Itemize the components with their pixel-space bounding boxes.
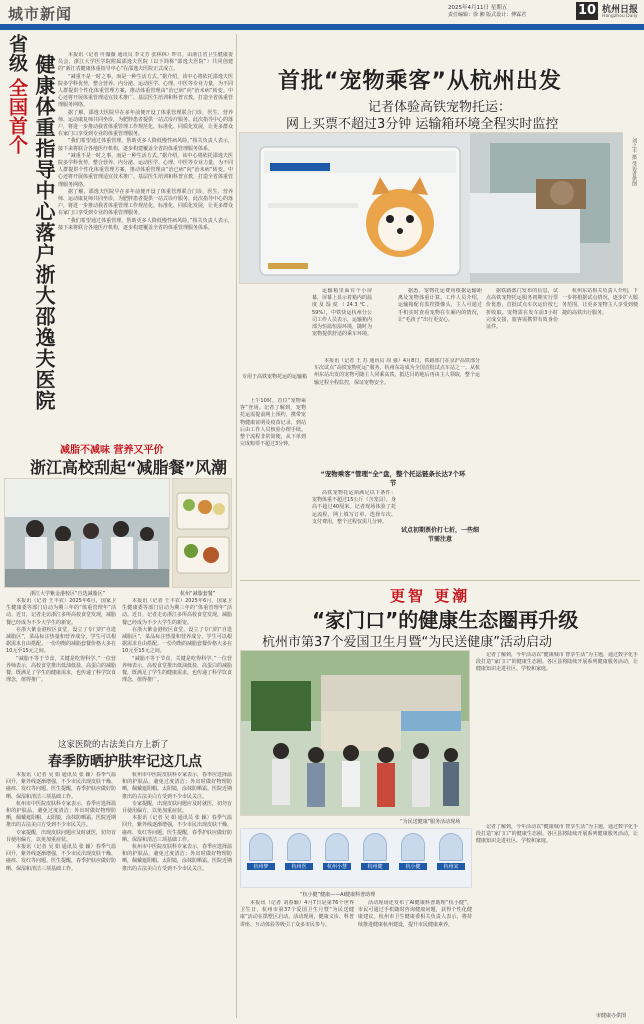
avatar-name: 杭州医	[285, 863, 313, 870]
ai-photo-caption: “为民送健康”服务活动现场	[400, 819, 461, 825]
pet-col-2: 上午10时，首位“宠物乘客”登场。记者了解到，宠物托运需提前网上预约，携带宠物健康证明及疫苗记录，到站后由工作人员核验办理手续。整个流程非常简便，从下单到完成购票不超过3分钟。	[240, 398, 306, 448]
avatar-name: 杭州小慧	[323, 863, 351, 870]
header-rule	[0, 24, 644, 30]
fat-story-photo-right	[172, 478, 232, 588]
fat-story-para-2: 在浙大紫金港校区食堂，设立了专门的“自选减脂区”，菜品标注热量和营养成分，学生可以根据需求自由搭配。一份均衡的减脂套餐价格大多在10元至15元之间。	[6, 626, 117, 655]
fat-story-para-1b: 本报讯（记者 王丰农）2025年6月，国家卫生健康委等部门启动为期三年的“体重管理年”活动。近日，记者走访浙江多所高校食堂发现，减脂餐已经成为不少大学生的新宠。	[122, 598, 232, 626]
fat-story-para-1: 本报讯（记者 王丰农）2025年6月，国家卫生健康委等部门启动为期三年的“体重管理年”活动。近日，记者走访浙江多所高校食堂发现，减脂餐已经成为不少大学生的新宠。	[6, 598, 117, 626]
skin-story-para-2: 杭州市中医院皮肤科专家表示，春季应选择温和的护肤品，避免过度清洁；外出时做好物理防晒，佩戴遮阳帽、太阳镜，涂抹防晒霜。医院近期推出的古法美白方受到不少市民关注。	[6, 800, 117, 829]
kicker-provincial: 省级	[6, 34, 28, 72]
header-date: 2025年4月11日 星期五	[448, 5, 508, 11]
fat-story-para-3b: “减脂不等于节食，关键是吃得科学。”一位营养师表示，高校食堂推出低油低盐、高蛋白的减脂餐，既满足了学生的健康需求，也传递了科学饮食理念，值得推广。	[122, 655, 232, 684]
pet-col-4: 据悉，宠物托运费用根据运输距离及宠物体重计算。工作人员介绍，运输箱配有监控摄像头，主人可通过手机实时查看宠物在车厢内的情况，让“毛孩子”出行更安心。	[398, 288, 482, 323]
meal-photo	[173, 479, 232, 588]
fat-photo-caption-left: 浙江大学紫金港校区“自选减脂区”	[30, 591, 106, 597]
avatar	[361, 833, 389, 870]
avatar-name: 杭州健	[361, 863, 389, 870]
avatar-name: 杭州梦	[247, 863, 275, 870]
skin-story-kicker: 这家医院的古法美白方上新了	[58, 740, 169, 750]
left-story-kicker	[6, 34, 32, 168]
avatar-name: 杭小健	[399, 863, 427, 870]
pet-col-3: 高铁宠物托运须满足以下条件：宠物体重不超过15公斤（含笼具），身高不超过40厘米。记者现场体验了托运流程，网上填写订单、选择车次、支付费用，整个过程仅需几分钟。	[312, 490, 396, 525]
skin-story-para-2b: 杭州市中医院皮肤科专家表示，春季应选择温和的护肤品，避免过度清洁；外出时做好物理防晒，佩戴遮阳帽、太阳镜，涂抹防晒霜。医院近期推出的古法美白方受到不少市民关注。	[122, 772, 232, 800]
pet-story-title: 首批“宠物乘客”从杭州出发	[278, 69, 562, 94]
pet-box-brand: CRE中铁快运	[278, 164, 322, 172]
cafeteria-photo	[5, 479, 170, 588]
left-story-para-3: “我们希望通过体重管理，帮助更多人降低慢性病风险。”相关负责人表示，接下来将联合各地医疗机构，逐步构建覆盖全省的体重管理服务体系。	[58, 138, 233, 152]
skin-story-para-3b: 专家提醒，出现皮肤问题应及时就医，切勿盲目使用偏方，以免加重症状。	[122, 800, 232, 815]
column-divider	[236, 34, 237, 1018]
doctor-icon	[287, 833, 311, 861]
avatar	[437, 833, 465, 870]
skin-story-para-3: 专家提醒，出现皮肤问题应及时就医，切勿盲目使用偏方，以免加重症状。	[6, 829, 117, 843]
page-number-badge	[576, 2, 598, 20]
avatar-name: 杭州宋	[437, 863, 465, 870]
doctor-icon	[249, 833, 273, 861]
kicker-national-first: 全国首个	[6, 78, 28, 154]
ai-story-subtitle: 杭州市第37个爱国卫生月暨“为民送健康”活动启动	[262, 635, 553, 650]
ai-col-3: 记者了解到，今年活动以“健康城市 智享生活”为主题，通过数字化手段打造“家门口”的健康生态圈。各区县将陆续开展系列健康服务活动，让健康知识走进社区、学校和家庭。	[476, 824, 638, 845]
left-story-body	[58, 52, 233, 432]
left-story-headline: 健康体重指导中心落户浙大邵逸夫医院	[32, 54, 56, 411]
ai-story-headline: “家门口”的健康生态圈再升级	[312, 608, 579, 632]
ai-story-kicker: 更智 更潮	[390, 587, 471, 605]
story-divider	[240, 580, 640, 581]
skin-story-para-1b: 本报讯（记者 吴 娟 通讯员 张 颖）春季气温回升，紫外线逐渐增强，不少市民出现皮肤干燥、瘙痒、发红等问题。医生提醒，春季护肤应做好防晒、保湿和清洁三项基础工作。	[6, 844, 117, 872]
skin-story-para-1: 本报讯（记者 吴 娟 通讯员 张 颖）春季气温回升，紫外线逐渐增强，不少市民出现皮肤干燥、瘙痒、发红等问题。医生提醒，春季护肤应做好防晒、保湿和清洁三项基础工作。	[6, 772, 117, 800]
doctor-icon	[439, 833, 463, 861]
paper-name: 杭州日报	[602, 5, 639, 15]
ai-col-2: 活动现场还发布了AI健康科普助理“杭小健”，市民可通过手机随时咨询健康问题，获得个性化健康建议。杭州市卫生健康委相关负责人表示，将持续推进健康杭州建设，提升市民健康素养。	[358, 900, 472, 928]
fat-story-kicker: 减脂不减味 营养又平价	[60, 445, 164, 456]
pet-sub-heading-2: 试点初期票价打七折，一些细节需注意	[400, 527, 479, 543]
left-story-para-1b: “减重不是一时之事，而是一种生活方式。”据介绍，该中心将依托邵逸夫医院多学科优势，整合营养、内分泌、运动医学、心理、中医等专业力量，为不同人群提供个性化体重管理方案，推动体重管理由“治已病”向“治未病”转变。中心还将开展体重管理适宜技术推广、基层医生培训和科普宣教，打造全省体重管理服务网络。	[58, 152, 233, 188]
pet-col-6: 杭州东站相关负责人介绍，下一步将根据试点情况，逐步扩大服务范围，让更多宠物主人享受到便捷的高铁出行服务。	[562, 288, 638, 316]
left-story-para-1: “减重不是一时之事，而是一种生活方式。”据介绍，该中心将依托邵逸夫医院多学科优势，整合营养、内分泌、运动医学、心理、中医等专业力量，为不同人群提供个性化体重管理方案，推动体重管理由“治已病”向“治未病”转变。中心还将开展体重管理适宜技术推广、基层医生培训和科普宣教，打造全省体重管理服务网络。	[58, 73, 233, 109]
fat-photo-caption-right: 杭州“减脂套餐”	[180, 591, 216, 597]
ai-col-1: 本报讯（记者 刘春颖）4月7日是第76个世界卫生日，杭州市第37个爱国卫生月暨“为民送健康”活动在拱墅区启动。活动现场，健康义诊、科普讲座、互动体验等吸引了众多市民参与。	[240, 900, 354, 928]
left-story-para-2: 据了解，邵逸夫医院早在多年前便开设了体重管理联合门诊，医生、营养师、运动康复师共同坐诊，为肥胖患者提供一站式诊疗服务。此次指导中心的落户，将进一步推动我省体重管理工作规范化、标准化、同质化发展，让更多群众在家门口享受到专业的体重管理服务。	[58, 109, 233, 138]
pet-story-subtitle-2: 网上买票不超过3分钟 运输箱环境全程实时监控	[286, 117, 559, 132]
fat-story-para-3: “减脂不等于节食，关键是吃得科学。”一位营养师表示，高校食堂推出低油低盐、高蛋白的减脂餐，既满足了学生的健康需求，也传递了科学饮食理念，值得推广。	[6, 655, 117, 684]
doctor-icon	[401, 833, 425, 861]
pet-photo-credit: 刘之丰 摄 受访者供图	[631, 138, 637, 187]
ai-strip-caption: “杭小健”健康——AI健康科普助理	[300, 892, 376, 898]
pet-transport-box-photo	[240, 133, 623, 284]
left-story-para-3b: “我们希望通过体重管理，帮助更多人降低慢性病风险。”相关负责人表示，接下来将联合各地医疗机构，逐步构建覆盖全省的体重管理服务体系。	[58, 217, 233, 231]
doctor-icon	[325, 833, 349, 861]
footer-credit: 市健康办供图	[596, 1013, 627, 1019]
avatar	[399, 833, 427, 870]
pet-sub-heading: “宠物乘客”管理“全”盘，整个托运链条长达7个环节	[320, 470, 466, 487]
left-story-para-2b: 据了解，邵逸夫医院早在多年前便开设了体重管理联合门诊，医生、营养师、运动康复师共同坐诊，为肥胖患者提供一站式诊疗服务。此次指导中心的落户，将进一步推动我省体重管理工作规范化、标准化、同质化发展，让更多群众在家门口享受到专业的体重管理服务。	[58, 188, 233, 217]
skin-story-body	[6, 772, 232, 1018]
avatar	[247, 833, 275, 870]
left-story-byline: 本报讯（记者 叶薇薇 通讯员 李文芳 张林林）昨日，由浙江省卫生健康委员会、浙江大学医学院附属邵逸夫医院（以下简称“邵逸夫医院”）共同创建的“浙江省健康体重指导中心”在邵逸夫医院正式成立。	[58, 52, 233, 73]
event-photo	[241, 651, 470, 816]
pet-col-1: 运输箱里面有个小屏幕，屏幕上显示着箱内的温度及湿度（24.3℃，59%），中铁快运杭州分公司工作人员表示，运输箱内部为恒温恒湿环境，随时为宠物提供舒适的乘车环境。	[312, 288, 372, 338]
doctor-icon	[363, 833, 387, 861]
section-title: 城市新闻	[8, 5, 73, 23]
fat-story-photo-left	[4, 478, 170, 588]
avatar	[285, 833, 313, 870]
skin-story-para-1c: 本报讯（记者 吴 娟 通讯员 张 颖）春季气温回升，紫外线逐渐增强，不少市民出现皮肤干燥、瘙痒、发红等问题。医生提醒，春季护肤应做好防晒、保湿和清洁三项基础工作。	[122, 815, 232, 843]
pet-lead: 本报讯（记者 王 苏 通讯员 周 强）4月8日，铁路部门在京沪高铁部分车次试点“高铁宠物托运”服务，杭州东站成为全国首批试点车站之一。从杭州东站出发的宠物可随主人同乘高铁，抵达目的地后再由主人领取，整个运输过程全程监控，保证宠物安全。	[314, 358, 480, 386]
pet-photo-caption: 专用于高铁宠物托运的运输箱	[242, 374, 308, 380]
page-header	[0, 0, 644, 24]
avatar-row	[241, 829, 471, 870]
fat-story-body	[6, 598, 232, 733]
page-number: 10	[577, 3, 597, 18]
ai-col-right: 记者了解到，今年活动以“健康城市 智享生活”为主题，通过数字化手段打造“家门口”的健康生态圈。各区县将陆续开展系列健康服务活动，让健康知识走进社区、学校和家庭。	[476, 652, 638, 673]
skin-story-headline: 春季防晒护肤牢记这几点	[48, 754, 202, 770]
fat-story-headline: 浙江高校刮起“减脂餐”风潮	[30, 458, 228, 477]
avatar	[323, 833, 351, 870]
paper-name-en: Hangzhou Daily	[602, 14, 638, 19]
pet-col-5: 据铁路部门发布的信息，试点高铁宠物托运服务初期实行票价优惠，首批试点车次运价按七折收取。宠物需在发车前3小时完成交接，旅客需携带有效身份证件。	[486, 288, 558, 331]
ai-avatar-strip	[240, 828, 472, 888]
skin-story-para-2c: 杭州市中医院皮肤科专家表示，春季应选择温和的护肤品，避免过度清洁；外出时做好物理防晒，佩戴遮阳帽、太阳镜，涂抹防晒霜。医院近期推出的古法美白方受到不少市民关注。	[122, 844, 232, 872]
pet-story-photo	[239, 132, 623, 284]
header-editors: 责任编辑：徐 湘 版式设计：傅霖君	[448, 12, 527, 18]
pet-story-subtitle-1: 记者体验高铁宠物托运：	[368, 100, 512, 115]
ai-story-photo	[240, 650, 470, 816]
fat-story-para-2b: 在浙大紫金港校区食堂，设立了专门的“自选减脂区”，菜品标注热量和营养成分，学生可以根据需求自由搭配。一份均衡的减脂套餐价格大多在10元至15元之间。	[122, 626, 232, 655]
